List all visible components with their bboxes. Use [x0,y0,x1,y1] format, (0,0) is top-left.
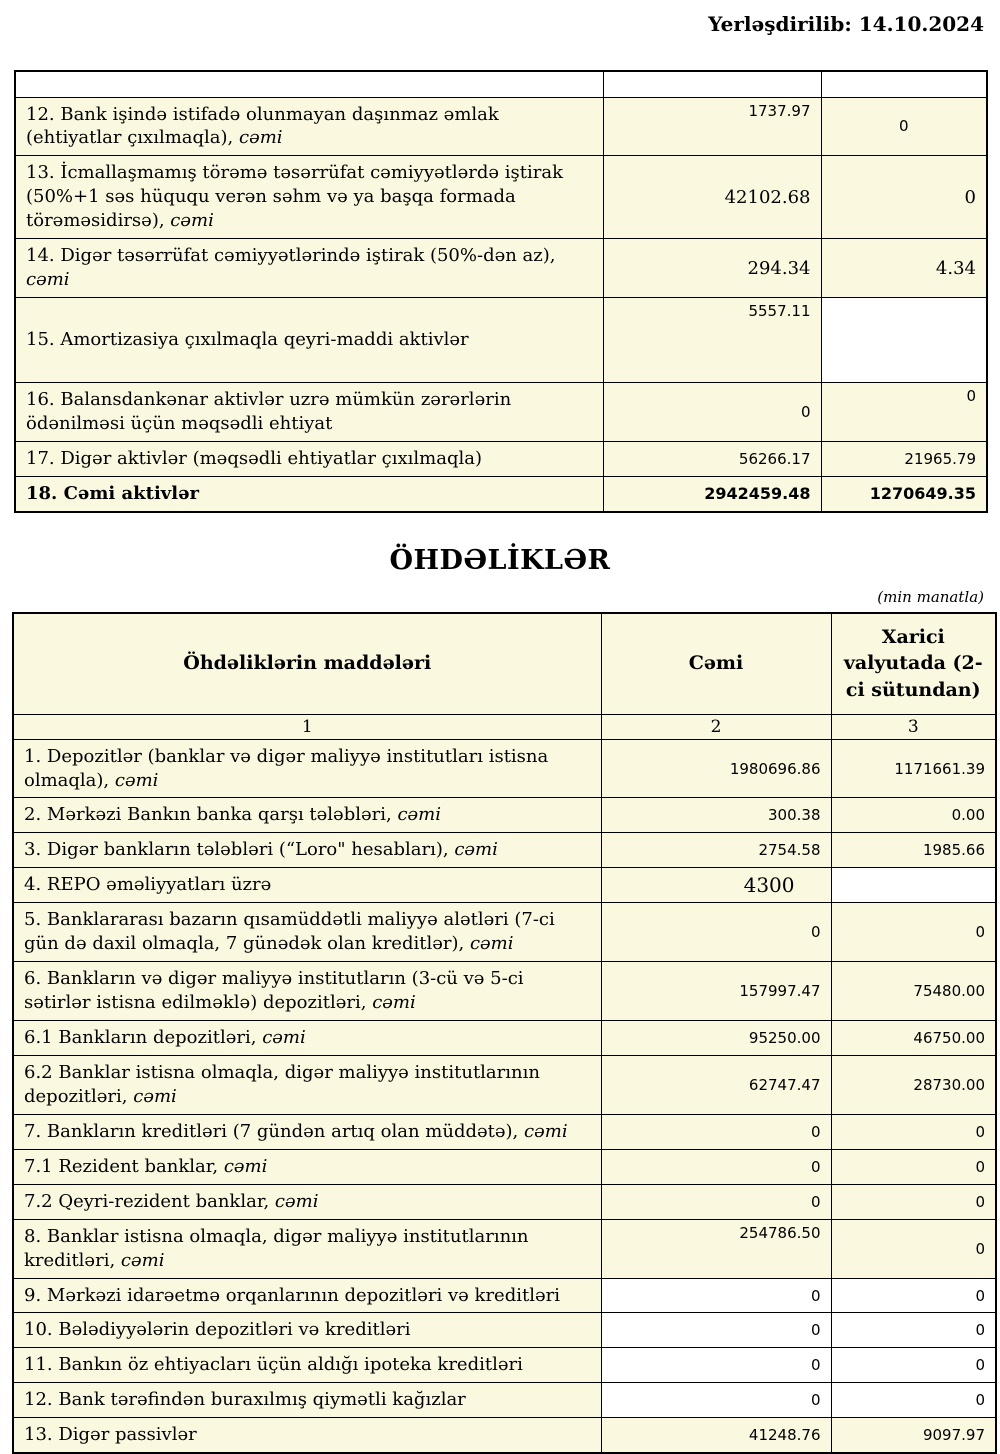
row-foreign-value: 0.00 [831,798,996,833]
row-label-cell [13,1219,601,1278]
row-foreign-value: 0 [831,1184,996,1219]
row-label: 12. Bank tərəfindən buraxılmış qiymətli kağızlar [24,1389,466,1411]
table-row [15,476,987,511]
liabilities-title: ÖHDƏLİKLƏR [389,544,611,576]
row-label-italic: cəmi [524,1120,568,1142]
row-label: 4. REPO əməliyyatları üzrə [24,874,272,896]
table-row [13,962,996,1021]
table-row [13,1149,996,1184]
table-row [15,97,987,156]
table-row [13,833,996,868]
row-label-cell [13,1278,601,1313]
row-label: 6. Bankların və digər maliyyə institutların (3-cü və 5-ci sətirlər istisna edilməklə) depozitləri, [24,968,524,1014]
row-label-cell [13,1114,601,1149]
row-label: 18. Cəmi aktivlər [26,482,200,504]
row-total-value [603,71,821,97]
row-label-cell [13,903,601,962]
row-label: 7.2 Qeyri-rezident banklar, [24,1190,275,1212]
row-label-cell [13,1149,601,1184]
table-row [13,1383,996,1418]
row-label: 8. Banklar istisna olmaqla, digər maliyyə institutlarının kreditləri, [24,1225,529,1271]
row-foreign-value: 1985.66 [831,833,996,868]
row-foreign-value [821,71,987,97]
unit-note: (min manatla) [877,587,984,606]
table-row [13,903,996,962]
assets-table [14,70,988,513]
row-label-cell [15,441,603,476]
row-foreign-value: 4.34 [821,239,987,298]
row-total-value: 1737.97 [603,97,821,156]
header-row [13,613,996,714]
row-label-italic: cəmi [223,1155,268,1177]
row-label-cell [13,962,601,1021]
row-total-value: 294.34 [603,239,821,298]
row-total-value: 2754.58 [601,833,831,868]
row-total-value: 0 [601,1278,831,1313]
table-row [13,868,996,903]
table-row [13,1348,996,1383]
table-row [15,441,987,476]
row-total-value: 5557.11 [603,298,821,383]
row-label: 17. Digər aktivlər (məqsədli ehtiyatlar çıxılmaqla) [26,447,483,469]
row-label-cell [13,868,601,903]
row-total-value: 42102.68 [603,156,821,239]
row-total-value: 0 [601,1184,831,1219]
row-total-value: 254786.50 [601,1219,831,1278]
row-foreign-value: 0 [821,383,987,442]
row-label-cell [13,1313,601,1348]
row-total-value: 95250.00 [601,1021,831,1056]
table-row [13,1021,996,1056]
row-label-italic: cəmi [133,1085,177,1107]
row-label-cell [13,798,601,833]
row-label: 2. Mərkəzi Bankın banka qarşı tələbləri, [24,804,398,826]
row-label: 13. İcmallaşmamış törəmə təsərrüfat cəmiyyətlərdə iştirak (50%+1 səs hüququ verən səhm və ya başqa formada törəməsidirsə), [26,162,564,232]
row-label-cell [13,739,601,798]
row-foreign-value [821,298,987,383]
liabilities-table-body [13,739,996,1453]
row-foreign-value: 0 [831,1278,996,1313]
row-total-value: 62747.47 [601,1055,831,1114]
table-row [13,1219,996,1278]
row-total-value: 56266.17 [603,441,821,476]
row-foreign-value: 21965.79 [821,441,987,476]
table-row [13,1313,996,1348]
row-label: 7. Bankların kreditləri (7 gündən artıq olan müddətə), [24,1120,525,1142]
table-row [15,383,987,442]
row-foreign-value: 1270649.35 [821,476,987,511]
row-label: 13. Digər passivlər [24,1424,197,1446]
col-number-2: 2 [601,714,831,739]
row-label-italic: cəmi [120,1249,165,1271]
row-label-italic: cəmi [397,804,442,826]
posted-date-label: Yerləşdirilib: 14.10.2024 [708,12,984,36]
row-foreign-value: 0 [831,903,996,962]
row-label: 6.2 Banklar istisna olmaqla, digər maliyyə institutlarının depozitləri, [24,1061,540,1107]
table-row [13,1418,996,1453]
row-label-cell [15,239,603,298]
table-row [13,1278,996,1313]
row-label: 3. Digər bankların tələbləri (“Loro" hesabları), [24,839,455,861]
row-total-value: 2942459.48 [603,476,821,511]
table-row [13,1184,996,1219]
row-label-italic: cəmi [170,210,214,232]
row-label-italic: cəmi [469,933,514,955]
col-header-items: Öhdəliklərin maddələri [13,613,601,714]
row-label: 6.1 Bankların depozitləri, [24,1027,263,1049]
row-label: 16. Balansdankənar aktivlər uzrə mümkün zərərlərin ödənilməsi üçün məqsədli ehtiyat [26,389,512,434]
assets-table-body [15,71,987,512]
row-label-cell [13,1348,601,1383]
row-foreign-value: 1171661.39 [831,739,996,798]
row-foreign-value: 0 [831,1313,996,1348]
row-label-italic: cəmi [274,1190,319,1212]
row-total-value: 0 [603,383,821,442]
row-foreign-value: 28730.00 [831,1055,996,1114]
row-label-cell [13,1184,601,1219]
row-total-value: 1980696.86 [601,739,831,798]
column-number-row [13,714,996,739]
row-label-cell [15,97,603,156]
row-label: 5. Banklararası bazarın qısamüddətli maliyyə alətləri (7-ci gün də daxil olmaqla, 7 günədək olan kreditlər), [24,909,555,955]
row-total-value: 0 [601,1313,831,1348]
row-label-italic: cəmi [114,769,159,791]
row-foreign-value: 9097.97 [831,1418,996,1453]
table-row [13,798,996,833]
row-label: 7.1 Rezident banklar, [24,1155,224,1177]
row-label-cell [15,476,603,511]
row-label-cell [13,1383,601,1418]
col-number-1: 1 [13,714,601,739]
row-total-value: 0 [601,903,831,962]
row-foreign-value: 75480.00 [831,962,996,1021]
liabilities-table [12,612,997,1454]
row-label-italic: cəmi [372,992,416,1014]
table-row [13,1055,996,1114]
row-foreign-value: 46750.00 [831,1021,996,1056]
table-row [13,739,996,798]
col-header-total: Cəmi [601,613,831,714]
row-foreign-value: 0 [831,1383,996,1418]
row-label: 12. Bank işində istifadə olunmayan daşınmaz əmlak (ehtiyatlar çıxılmaqla), [26,103,499,149]
col-header-foreign: Xarici valyutada (2-ci sütundan) [831,613,996,714]
row-label: 15. Amortizasiya çıxılmaqla qeyri-maddi aktivlər [26,329,469,351]
row-label-italic: cəmi [454,839,498,861]
row-label-cell [13,833,601,868]
row-label: 9. Mərkəzi idarəetmə orqanlarının depozitləri və kreditləri [24,1284,560,1306]
row-label-italic: cəmi [26,269,70,291]
row-foreign-value: 0 [821,156,987,239]
row-label-italic: cəmi [239,127,283,149]
row-label: 10. Bələdiyyələrin depozitləri və kreditləri [24,1319,411,1341]
row-total-value: 4300 [601,868,831,903]
row-total-value: 0 [601,1383,831,1418]
row-total-value: 0 [601,1149,831,1184]
row-total-value: 0 [601,1348,831,1383]
row-foreign-value [831,868,996,903]
row-total-value: 0 [601,1114,831,1149]
row-label-cell [13,1021,601,1056]
row-label-italic: cəmi [262,1027,306,1049]
row-label-cell [15,298,603,383]
col-number-3: 3 [831,714,996,739]
row-total-value: 157997.47 [601,962,831,1021]
row-label-cell [15,71,603,97]
row-total-value: 300.38 [601,798,831,833]
row-total-value: 41248.76 [601,1418,831,1453]
row-label: 11. Bankın öz ehtiyacları üçün aldığı ipoteka kreditləri [24,1354,523,1376]
row-foreign-value: 0 [821,97,987,156]
table-row [15,156,987,239]
table-row [15,298,987,383]
row-label-cell [13,1418,601,1453]
row-foreign-value: 0 [831,1149,996,1184]
table-row [13,1114,996,1149]
row-label: 14. Digər təsərrüfat cəmiyyətlərində iştirak (50%-dən az), [26,245,556,267]
row-foreign-value: 0 [831,1348,996,1383]
row-foreign-value: 0 [831,1219,996,1278]
table-row [15,71,987,97]
table-row [15,239,987,298]
row-label-cell [15,156,603,239]
row-label-cell [13,1055,601,1114]
liabilities-table-header [13,613,996,739]
row-foreign-value: 0 [831,1114,996,1149]
row-label: 1. Depozitlər (banklar və digər maliyyə institutları istisna olmaqla), [24,745,549,791]
row-label-cell [15,383,603,442]
